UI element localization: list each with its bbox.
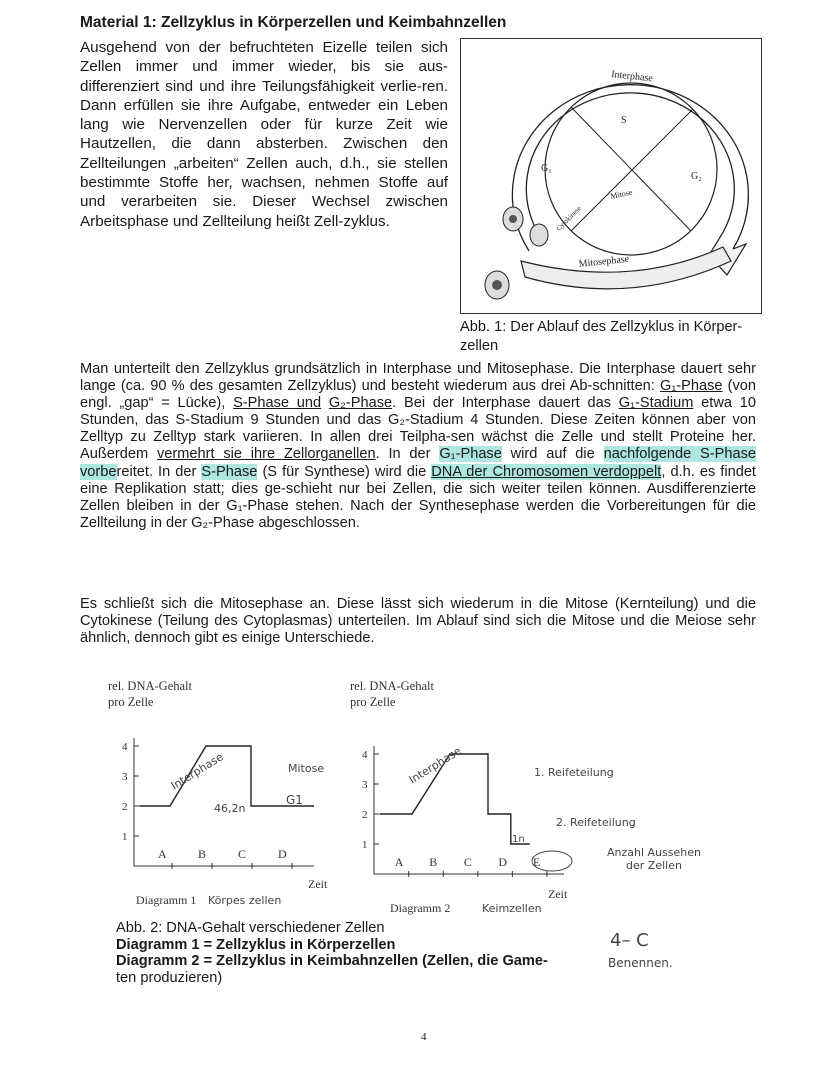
phase-label: B (198, 847, 207, 861)
phase-label: A (394, 855, 404, 869)
text-span: etwa 10 Stunden, das S-Stadium 9 Stunden und das G₂-Stadium 4 Stunden. Diese Zeiten können aber von Zelltyp zu Zelltyp stark variieren. In allen drei Teilpha-sen wächst die Zelle und stellt Proteine her. Außerdem (80, 395, 756, 463)
text-span: . In der (375, 446, 440, 463)
handwritten-1n: 1n (512, 834, 525, 845)
xlabel-1: Zeit (308, 877, 328, 891)
caption2-line1: Abb. 2: DNA-Gehalt verschiedener Zellen (116, 920, 385, 936)
phase-label: C (463, 855, 472, 869)
chart-title-1: Diagramm 1 (136, 893, 197, 907)
underlined-g2-phase: G₂-Phase (328, 395, 393, 412)
label-interphase: Interphase (610, 69, 654, 85)
paragraph-mitosephase: Es schließt sich die Mitosephase an. Diese lässt sich wiederum in die Mitose (Kernteilung) und die Cytokinese (Teilung des Cytoplasmas) unterteilen. Im Ablauf sind sich die Mitose und die Meiose sehr ähnlich, dennoch gibt es einige Unterschiede. (80, 596, 756, 647)
y-tick-label: 4 (122, 741, 128, 753)
label-s: S (621, 115, 627, 126)
page-title: Material 1: Zellzyklus in Körperzellen und Keimbahnzellen (80, 14, 507, 31)
chart-diagramm-1 (100, 676, 340, 908)
underlined-g1-phase: G₁-Phase (659, 378, 723, 395)
chart-title-2: Diagramm 2 (390, 901, 451, 915)
text-span: (S für Synthese) wird die (257, 463, 432, 480)
handwritten-interphase-2: Interphase (406, 744, 464, 787)
underlined-s-phase: S-Phase und (233, 395, 322, 412)
caption2-line2 (116, 937, 586, 954)
phase-label: C (238, 847, 247, 861)
xlabel-2: Zeit (548, 887, 568, 901)
label-mitosephase: Mitosephase (578, 253, 630, 270)
y-tick-label: 2 (122, 801, 128, 813)
text-span: , d.h. es findet eine Replikation statt; dies ge-schieht nur bei Zellen, die sich weiter teilen können. Ausdifferenzierte Zellen bleiben in der G₁-Phase stehen. Nach der Synthesephase werden die Vorbereitungen für die Zellteilung in der G₂-Phase abgeschlossen. (80, 463, 756, 531)
label-cytokinese: Cytokinese (554, 204, 583, 233)
y-tick-label: 1 (362, 839, 368, 851)
text-span: (von engl. „gap“ = Lücke), (80, 378, 756, 412)
underlined-zellorganellen: vermehrt sie ihre Zellorganellen (156, 446, 376, 463)
phase-label: B (429, 855, 438, 869)
label-g1: G₁ (541, 163, 552, 174)
y-tick-label: 3 (122, 771, 128, 783)
text-span: Man unterteilt den Zellzyklus grundsätzlich in Interphase und Mitosephase. Die Interphase dauert sehr lange (ca. 90 % des gesamten Zellzyklus) und besteht wiederum aus drei Ab-schnitten: (80, 361, 756, 395)
label-mitose: Mitose (609, 187, 634, 201)
handwritten-mitose-1: Mitose (288, 762, 325, 775)
y-tick-label: 2 (362, 809, 368, 821)
highlight-nachfolgende: nachfolgende S-Phase vorbe (80, 446, 756, 480)
underlined-g1-stadium: G₁-Stadium (618, 395, 694, 412)
label-g2: G₂ (691, 171, 702, 182)
caption2-line3 (116, 953, 586, 970)
ylabel-2b: pro Zelle (350, 695, 396, 709)
text-span (321, 395, 329, 411)
phase-label: A (158, 847, 167, 861)
cell-cycle-diagram (461, 39, 761, 313)
text-span: . Bei der Interphase dauert das (392, 395, 619, 412)
text-span: wird auf die (501, 446, 604, 463)
caption2-line4: ten produzieren) (116, 969, 223, 986)
phase-label: D (498, 855, 508, 869)
phase-label: E (532, 855, 541, 869)
intro-text: Ausgehend von der befruchteten Eizelle teilen sich Zellen immer und immer wieder, bis sie aus-differenziert sind und ihre Teilungsfähigkeit verlie-ren. Dann erfüllen sie ihre Aufgabe, entweder ein Leben lang wie Nervenzellen oder für kurze Zeit wie Hautzellen, die dann absterben. Zwischen den Zellteilungen „arbeiten“ Zellen auch, d.h., sie stellen bestimmte Stoffe her, wachsen, nehmen Stoffe auf und verarbeiten sie. Dieser Wechsel zwischen Arbeitsphase und Zellteilung heißt Zell-zyklus. (80, 39, 448, 230)
handwritten-caption-2: Keimzellen (482, 902, 542, 915)
y-tick-label: 3 (362, 779, 368, 791)
handwritten-r2: 2. Reifeteilung (556, 816, 636, 829)
figure1-caption: Abb. 1: Der Ablauf des Zellzyklus in Körper-zellen (460, 319, 743, 354)
ylabel-1a: rel. DNA-Gehalt (108, 679, 192, 693)
y-tick-label: 4 (362, 749, 368, 761)
highlight-g1-phase: G₁-Phase (439, 446, 502, 463)
chart-diagramm-2 (346, 676, 716, 916)
cell-cycle-figure (460, 38, 762, 314)
ylabel-1b: pro Zelle (108, 695, 154, 709)
handwritten-interphase-1: Interphase (168, 750, 226, 793)
handwritten-note-1: 46,2n (214, 802, 246, 815)
caption-d1-text: = Zellzyklus in Körperzellen (199, 936, 396, 953)
figure2-caption (116, 920, 586, 986)
margin-note-2: Benennen. (608, 956, 673, 970)
ylabel-2a: rel. DNA-Gehalt (350, 679, 434, 693)
highlight-s-phase: S-Phase (201, 463, 258, 480)
handwritten-anzahl: Anzahl Aussehen der Zellen (607, 846, 701, 872)
handwritten-caption-1: Körpes zellen (208, 894, 282, 907)
phase-label: D (278, 847, 287, 861)
text-span: reitet. In der (116, 463, 202, 480)
caption-d2-text: = Zellzyklus in Keimbahnzellen (Zellen, die Game- (199, 953, 548, 970)
caption-d1-label: Diagramm 1 (116, 936, 200, 953)
handwritten-r1: 1. Reifeteilung (534, 766, 614, 779)
page-number: 4 (421, 1031, 427, 1043)
handwritten-g1: G1 (286, 793, 303, 807)
y-tick-label: 1 (122, 831, 128, 843)
highlight-dna-verdoppelt: DNA der Chromosomen verdoppelt (431, 463, 662, 480)
caption-d2-label: Diagramm 2 (116, 953, 200, 970)
dna-content-line (380, 754, 530, 844)
handwritten-anzahl-wrap (598, 846, 710, 900)
paragraph-interphase (80, 361, 756, 532)
margin-note-1: 4– C (610, 930, 649, 951)
